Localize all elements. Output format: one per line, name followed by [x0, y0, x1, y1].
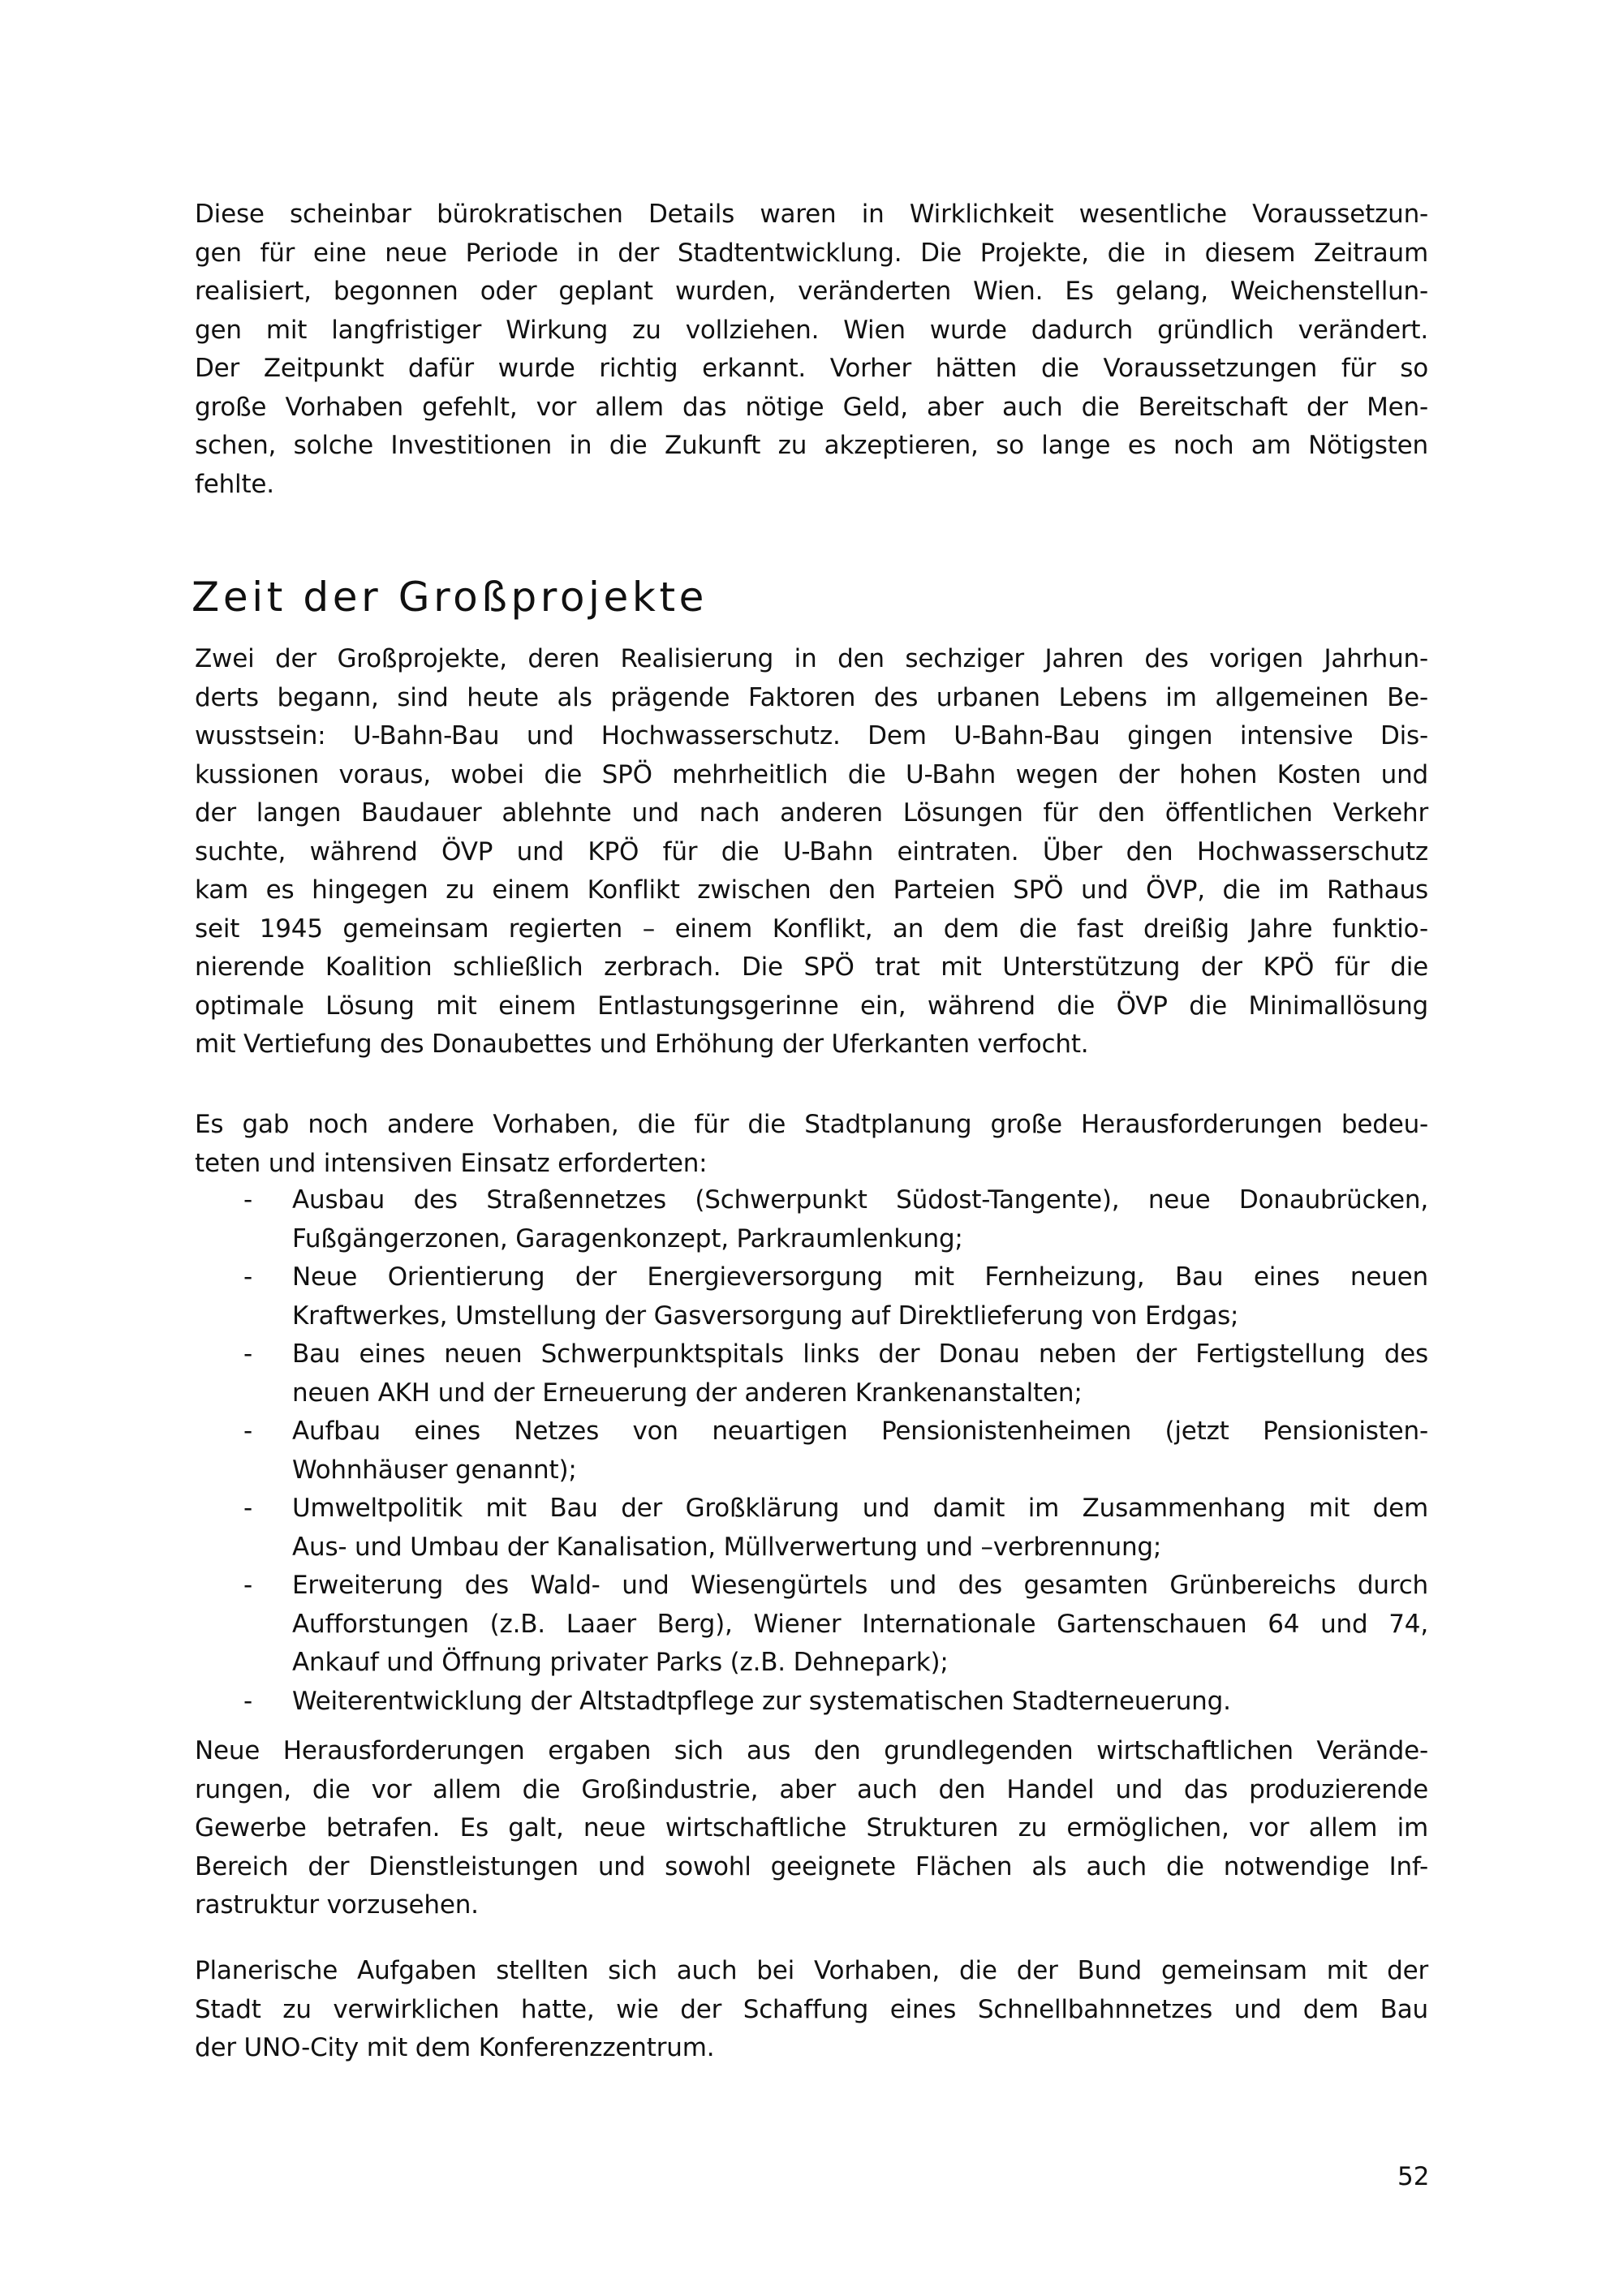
text-line: gen mit langfristiger Wirkung zu vollziehen. Wien wurde dadurch gründlich verändert. — [195, 315, 1428, 345]
text-line: realisiert, begonnen oder geplant wurden, veränderten Wien. Es gelang, Weichenstellun- — [195, 277, 1428, 306]
text-line: seit 1945 gemeinsam regierten – einem Konflikt, an dem die fast dreißig Jahre funktio- — [195, 914, 1428, 944]
section-heading: Zeit der Großprojekte — [192, 574, 708, 621]
dash-bullet-icon: - — [243, 1185, 252, 1215]
text-line: optimale Lösung mit einem Entlastungsgerinne ein, während die ÖVP die Minimallösung — [195, 991, 1428, 1021]
text-line: Aufforstungen (z.B. Laaer Berg), Wiener Internationale Gartenschauen 64 und 74, — [292, 1609, 1428, 1639]
text-line: Diese scheinbar bürokratischen Details waren in Wirklichkeit wesentliche Voraussetzun- — [195, 200, 1428, 229]
section-paragraph-1 — [195, 640, 1428, 1064]
text-line: Umweltpolitik mit Bau der Großklärung und damit im Zusammenhang mit dem — [292, 1494, 1428, 1523]
text-line: der UNO-City mit dem Konferenzzentrum. — [195, 2033, 715, 2062]
text-line: Ausbau des Straßennetzes (Schwerpunkt Südost-Tangente), neue Donaubrücken, — [292, 1185, 1428, 1215]
page-number: 52 — [1397, 2162, 1430, 2191]
text-line: große Vorhaben gefehlt, vor allem das nötige Geld, aber auch die Bereitschaft der Men- — [195, 392, 1428, 422]
text-line: kussionen voraus, wobei die SPÖ mehrheitlich die U-Bahn wegen der hohen Kosten und — [195, 759, 1428, 789]
dash-bullet-icon: - — [243, 1494, 252, 1523]
text-line: fehlte. — [195, 469, 274, 499]
list-item — [195, 1412, 1428, 1490]
dash-bullet-icon: - — [243, 1571, 252, 1600]
text-line: Kraftwerkes, Umstellung der Gasversorgung auf Direktlieferung von Erdgas; — [292, 1301, 1239, 1331]
text-line: mit Vertiefung des Donaubettes und Erhöhung der Uferkanten verfocht. — [195, 1030, 1089, 1059]
text-line: neuen AKH und der Erneuerung der anderen Krankenanstalten; — [292, 1378, 1083, 1408]
text-line: Aus- und Umbau der Kanalisation, Müllverwertung und –verbrennung; — [292, 1532, 1162, 1562]
text-line: Wohnhäuser genannt); — [292, 1455, 577, 1485]
text-line: wusstsein: U-Bahn-Bau und Hochwasserschutz. Dem U-Bahn-Bau gingen intensive Dis- — [195, 721, 1428, 750]
list-item — [195, 1258, 1428, 1335]
text-line: Fußgängerzonen, Garagenkonzept, Parkraumlenkung; — [292, 1223, 963, 1253]
text-line: Bereich der Dienstleistungen und sowohl geeignete Flächen als auch die notwendige Inf- — [195, 1851, 1428, 1881]
list-item — [195, 1335, 1428, 1412]
text-line: kam es hingegen zu einem Konflikt zwischen den Parteien SPÖ und ÖVP, die im Rathaus — [195, 875, 1428, 905]
text-line: Gewerbe betrafen. Es galt, neue wirtschaftliche Strukturen zu ermöglichen, vor allem im — [195, 1813, 1428, 1842]
text-line: Bau eines neuen Schwerpunktspitals links der Donau neben der Fertigstellung des — [292, 1339, 1428, 1369]
dash-bullet-icon: - — [243, 1417, 252, 1446]
text-line: rungen, die vor allem die Großindustrie, aber auch den Handel und das produzierende — [195, 1774, 1428, 1804]
text-line: Planerische Aufgaben stellten sich auch bei Vorhaben, die der Bund gemeinsam mit der — [195, 1956, 1428, 1985]
text-line: nierende Koalition schließlich zerbrach. Die SPÖ trat mit Unterstützung der KPÖ für die — [195, 952, 1428, 982]
project-list — [195, 1181, 1428, 1721]
text-line: rastruktur vorzusehen. — [195, 1890, 479, 1920]
text-line: Es gab noch andere Vorhaben, die für die Stadtplanung große Herausforderungen bedeu- — [195, 1110, 1428, 1139]
section-paragraph-3 — [195, 1732, 1428, 1925]
dash-bullet-icon: - — [243, 1339, 252, 1369]
text-line: Zwei der Großprojekte, deren Realisierung in den sechziger Jahren des vorigen Jahrhun- — [195, 644, 1428, 673]
list-item — [195, 1567, 1428, 1683]
list-item — [195, 1181, 1428, 1258]
text-line: der langen Baudauer ablehnte und nach anderen Lösungen für den öffentlichen Verkehr — [195, 798, 1428, 828]
text-line: teten und intensiven Einsatz erforderten: — [195, 1148, 708, 1178]
text-line: Der Zeitpunkt dafür wurde richtig erkannt. Vorher hätten die Voraussetzungen für so — [195, 354, 1428, 383]
text-line: Erweiterung des Wald- und Wiesengürtels und des gesamten Grünbereichs durch — [292, 1571, 1428, 1600]
text-line: gen für eine neue Periode in der Stadtentwicklung. Die Projekte, die in diesem Zeitraum — [195, 238, 1428, 268]
dash-bullet-icon: - — [243, 1262, 252, 1292]
intro-paragraph — [195, 196, 1428, 504]
text-line: Neue Herausforderungen ergaben sich aus den grundlegenden wirtschaftlichen Verände- — [195, 1736, 1428, 1765]
text-line: derts begann, sind heute als prägende Faktoren des urbanen Lebens im allgemeinen Be- — [195, 682, 1428, 712]
text-line: schen, solche Investitionen in die Zukunft zu akzeptieren, so lange es noch am Nötigsten — [195, 431, 1428, 460]
text-line: Neue Orientierung der Energieversorgung mit Fernheizung, Bau eines neuen — [292, 1262, 1428, 1292]
text-line: Weiterentwicklung der Altstadtpflege zur systematischen Stadterneuerung. — [292, 1686, 1231, 1716]
list-item — [195, 1490, 1428, 1567]
text-line: suchte, während ÖVP und KPÖ für die U-Bahn eintraten. Über den Hochwasserschutz — [195, 836, 1428, 866]
dash-bullet-icon: - — [243, 1686, 252, 1716]
text-line: Aufbau eines Netzes von neuartigen Pensionistenheimen (jetzt Pensionisten- — [292, 1417, 1428, 1446]
text-line: Stadt zu verwirklichen hatte, wie der Schaffung eines Schnellbahnnetzes und dem Bau — [195, 1994, 1428, 2024]
section-paragraph-4 — [195, 1952, 1428, 2068]
section-paragraph-2 — [195, 1106, 1428, 1183]
text-line: Ankauf und Öffnung privater Parks (z.B. Dehnepark); — [292, 1648, 949, 1677]
list-item — [195, 1683, 1428, 1722]
